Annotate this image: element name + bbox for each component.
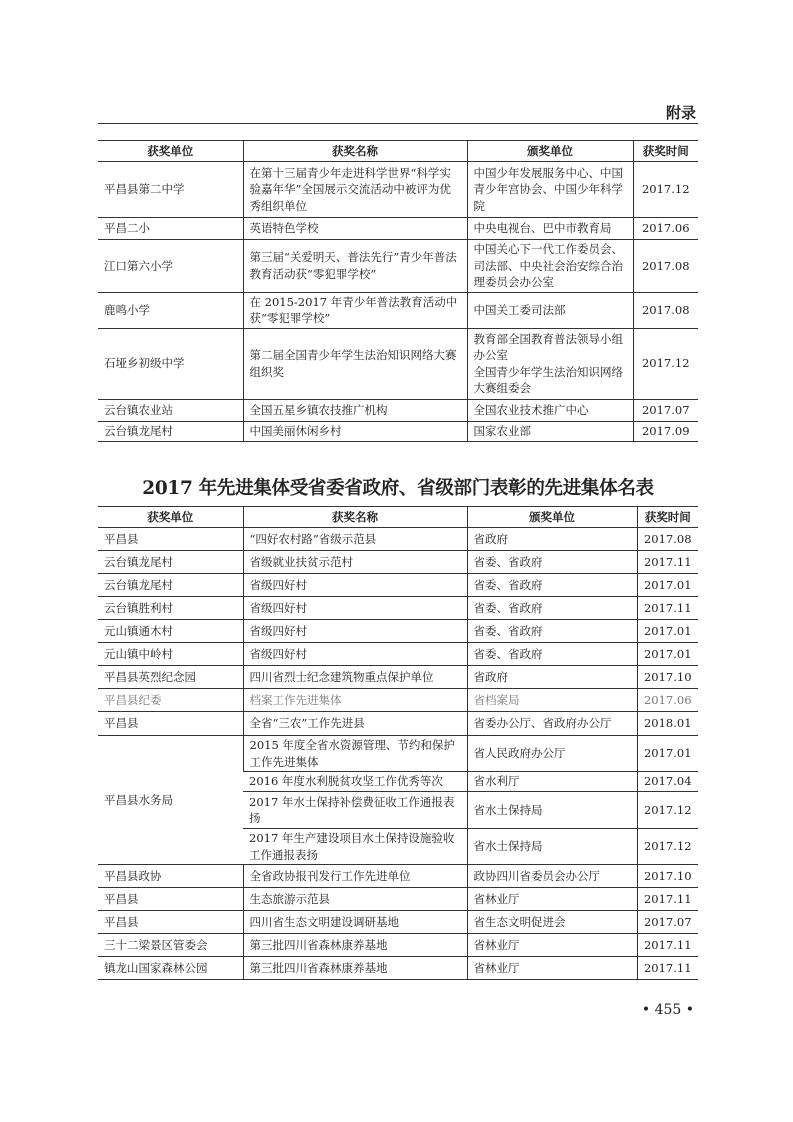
table-row (98, 399, 698, 421)
award-date: 2017.12 (633, 328, 698, 399)
issuing-body: 省林业厅 (467, 934, 637, 957)
table-row (98, 865, 698, 888)
table-row (98, 597, 698, 620)
award-date: 2017.08 (633, 292, 698, 328)
award-name: 四川省生态文明建设调研基地 (243, 911, 467, 934)
award-name: 省级四好村 (243, 597, 467, 620)
award-unit: 三十二梁景区管委会 (98, 934, 243, 957)
award-date: 2017.01 (637, 574, 698, 597)
table-row (98, 689, 698, 712)
table-row (98, 574, 698, 597)
issuing-body: 省政府 (467, 528, 637, 551)
award-unit: 云台镇龙尾村 (98, 551, 243, 574)
column-header: 颁奖单位 (467, 141, 633, 162)
table-row (98, 957, 698, 980)
award-name: 2016 年度水利脱贫攻坚工作优秀等次 (243, 772, 467, 792)
award-date: 2017.06 (637, 689, 698, 712)
issuing-body: 省水土保持局 (467, 829, 637, 865)
table-row (98, 712, 698, 736)
award-date: 2017.01 (637, 736, 698, 772)
issuing-body: 省水利厅 (467, 772, 637, 792)
table-row (98, 162, 698, 218)
issuing-body: 省委、省政府 (467, 620, 637, 643)
award-name: 全省政协报刊发行工作先进单位 (243, 865, 467, 888)
issuing-body: 中央电视台、巴中市教育局 (467, 218, 633, 240)
award-unit: 鹿鸣小学 (98, 292, 243, 328)
table-row (98, 666, 698, 689)
issuing-body: 中国关心下一代工作委员会、司法部、中央社会治安综合治理委员会办公室 (467, 240, 633, 293)
column-header: 获奖单位 (98, 141, 243, 162)
award-date: 2017.10 (637, 666, 698, 689)
award-name: “四好农村路”省级示范县 (243, 528, 467, 551)
award-unit: 镇龙山国家森林公园 (98, 957, 243, 980)
column-header: 获奖单位 (98, 507, 243, 528)
award-name: 省级四好村 (243, 574, 467, 597)
award-name: 第三批四川省森林康养基地 (243, 957, 467, 980)
award-date: 2017.11 (637, 888, 698, 911)
issuing-body: 省政府 (467, 666, 637, 689)
awards-table-2 (98, 506, 698, 980)
award-name: 2017 年生产建设项目水土保持设施验收工作通报表扬 (243, 829, 467, 865)
running-head: 附录 (665, 104, 696, 122)
award-date: 2017.07 (637, 911, 698, 934)
issuing-body: 全国农业技术推广中心 (467, 399, 633, 421)
award-unit: 元山镇通木村 (98, 620, 243, 643)
issuing-body: 教育部全国教育普法领导小组办公室 全国青少年学生法治知识网络大赛组委会 (467, 328, 633, 399)
page-number: • 455 • (641, 1002, 694, 1018)
award-name: 全国五星乡镇农技推广机构 (243, 399, 467, 421)
award-unit: 云台镇龙尾村 (98, 421, 243, 441)
award-unit: 平昌县英烈纪念园 (98, 666, 243, 689)
issuing-body: 省委、省政府 (467, 597, 637, 620)
award-name: 第三批四川省森林康养基地 (243, 934, 467, 957)
award-date: 2017.08 (633, 240, 698, 293)
issuing-body: 省人民政府办公厅 (467, 736, 637, 772)
award-unit: 云台镇龙尾村 (98, 574, 243, 597)
award-name: 中国美丽休闲乡村 (243, 421, 467, 441)
award-unit: 石垭乡初级中学 (98, 328, 243, 399)
award-name: 省级四好村 (243, 643, 467, 666)
issuing-body: 省委办公厅、省政府办公厅 (467, 712, 637, 736)
award-date: 2018.01 (637, 712, 698, 736)
award-date: 2017.04 (637, 772, 698, 792)
issuing-body: 省生态文明促进会 (467, 911, 637, 934)
issuing-body: 省档案局 (467, 689, 637, 712)
award-unit: 元山镇中岭村 (98, 643, 243, 666)
table-row (98, 551, 698, 574)
award-date: 2017.12 (633, 162, 698, 218)
table-row (98, 328, 698, 399)
award-unit: 平昌县 (98, 712, 243, 736)
award-name: 第三届“关爱明天、普法先行”青少年普法教育活动获“零犯罪学校” (243, 240, 467, 293)
table-row (98, 292, 698, 328)
award-unit: 平昌县 (98, 528, 243, 551)
table-row (98, 736, 698, 772)
column-header: 颁奖单位 (467, 507, 637, 528)
award-date: 2017.01 (637, 620, 698, 643)
award-date: 2017.11 (637, 597, 698, 620)
award-name: 2017 年水土保持补偿费征收工作通报表扬 (243, 792, 467, 829)
award-unit: 平昌二小 (98, 218, 243, 240)
award-date: 2017.07 (633, 399, 698, 421)
issuing-body: 中国少年发展服务中心、中国青少年宫协会、中国少年科学院 (467, 162, 633, 218)
award-name: 第二届全国青少年学生法治知识网络大赛组织奖 (243, 328, 467, 399)
issuing-body: 省委、省政府 (467, 574, 637, 597)
award-name: 档案工作先进集体 (243, 689, 467, 712)
award-name: 生态旅游示范县 (243, 888, 467, 911)
award-date: 2017.01 (637, 643, 698, 666)
issuing-body: 省委、省政府 (467, 643, 637, 666)
award-date: 2017.11 (637, 934, 698, 957)
award-unit: 平昌县 (98, 911, 243, 934)
table-row (98, 643, 698, 666)
award-date: 2017.11 (637, 551, 698, 574)
issuing-body: 国家农业部 (467, 421, 633, 441)
column-header: 获奖时间 (633, 141, 698, 162)
award-unit: 平昌县政协 (98, 865, 243, 888)
award-unit: 江口第六小学 (98, 240, 243, 293)
award-unit: 平昌县水务局 (98, 736, 243, 865)
table-2-title: 2017 年先进集体受省委省政府、省级部门表彰的先进集体名表 (142, 478, 654, 499)
table-row (98, 528, 698, 551)
table-row (98, 620, 698, 643)
column-header: 获奖名称 (243, 507, 467, 528)
award-date: 2017.12 (637, 792, 698, 829)
header-rule (98, 123, 698, 124)
column-header: 获奖时间 (637, 507, 698, 528)
award-date: 2017.06 (633, 218, 698, 240)
award-name: 英语特色学校 (243, 218, 467, 240)
table-row (98, 421, 698, 441)
issuing-body: 政协四川省委员会办公厅 (467, 865, 637, 888)
award-name: 省级就业扶贫示范村 (243, 551, 467, 574)
award-date: 2017.09 (633, 421, 698, 441)
table-row (98, 888, 698, 911)
award-name: 2015 年度全省水资源管理、节约和保护工作先进集体 (243, 736, 467, 772)
award-unit: 平昌县第二中学 (98, 162, 243, 218)
header-row (98, 141, 698, 162)
table-row (98, 911, 698, 934)
header-row (98, 507, 698, 528)
award-date: 2017.10 (637, 865, 698, 888)
issuing-body: 省委、省政府 (467, 551, 637, 574)
issuing-body: 中国关工委司法部 (467, 292, 633, 328)
award-date: 2017.12 (637, 829, 698, 865)
table-row (98, 240, 698, 293)
award-date: 2017.11 (637, 957, 698, 980)
issuing-body: 省林业厅 (467, 888, 637, 911)
award-unit: 云台镇农业站 (98, 399, 243, 421)
award-name: 在第十三届青少年走进科学世界“科学实验嘉年华”全国展示交流活动中被评为优秀组织单位 (243, 162, 467, 218)
column-header: 获奖名称 (243, 141, 467, 162)
award-unit: 云台镇胜利村 (98, 597, 243, 620)
award-unit: 平昌县 (98, 888, 243, 911)
awards-table-1 (98, 140, 698, 442)
issuing-body: 省水土保持局 (467, 792, 637, 829)
award-name: 在 2015-2017 年青少年普法教育活动中获“零犯罪学校” (243, 292, 467, 328)
award-name: 省级四好村 (243, 620, 467, 643)
award-name: 四川省烈士纪念建筑物重点保护单位 (243, 666, 467, 689)
award-name: 全省“三农”工作先进县 (243, 712, 467, 736)
table-row (98, 218, 698, 240)
table-row (98, 934, 698, 957)
award-unit: 平昌县纪委 (98, 689, 243, 712)
issuing-body: 省林业厅 (467, 957, 637, 980)
award-date: 2017.08 (637, 528, 698, 551)
